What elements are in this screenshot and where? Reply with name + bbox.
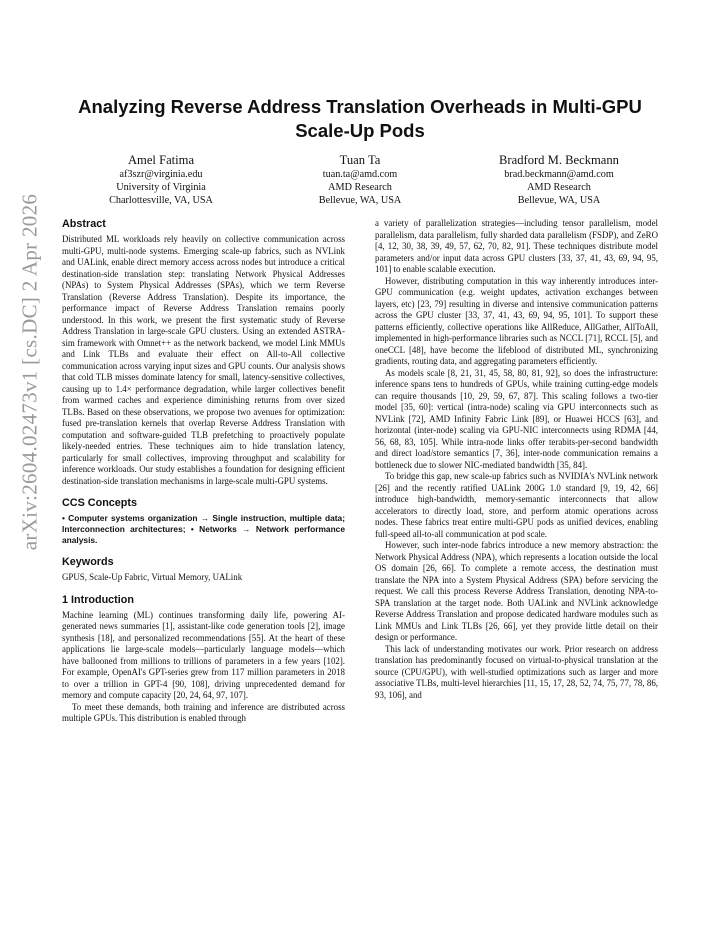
author-3 [460, 152, 658, 207]
right-column [375, 218, 658, 701]
abstract-heading: Abstract [62, 218, 106, 230]
keywords-heading: Keywords [62, 556, 114, 568]
keywords-section [62, 556, 345, 584]
author-email: tuan.ta@amd.com [322, 169, 398, 180]
author-2 [261, 152, 459, 207]
right-paragraph-2: However, distributing computation in this way inherently introduces inter-GPU communication (e.g. weight updates, activation exchanges between layers, etc) [23, 79] resulting in diverse and intensive communication patterns across the GPU cluster [33, 37, 41, 43, 69, 94, 95, 101]. To support these patterns efficiently, collective operations like AllReduce, AllGather, AllToAll, implemented in high-performance libraries such as NCCL [71], RCCL [5], and oneCCL [48], have become the lifeblood of distributed ML, synchronizing gradients, routing data, and aggregating parameters efficiently. [375, 275, 658, 366]
intro-paragraph-1: Machine learning (ML) continues transforming daily life, powering AI-generated news summaries [1], assistant-like code generation tools [2], image synthesis [18], and personalized recommendations [55]. At the heart of these applications lie large-scale models—particularly language models—which have ballooned from millions to trillions of parameters in a few years [102]. For example, OpenAI's GPT-series grew from 117 million parameters in 2018 to over a trillion in GPT-4 [90, 108], driving unprecedented demand for memory and compute capacity [20, 24, 64, 97, 107]. [62, 609, 345, 700]
keywords-text: GPUS, Scale-Up Fabric, Virtual Memory, UALink [62, 572, 243, 582]
author-affiliation: AMD Research [527, 182, 591, 193]
author-affiliation: University of Virginia [116, 182, 206, 193]
author-affiliation: AMD Research [328, 182, 392, 193]
ccs-section [62, 497, 345, 546]
right-paragraph-4: To bridge this gap, new scale-up fabrics such as NVIDIA's NVLink network [26] and the recently ratified UALink 200G 1.0 standard [9, 19, 42, 66] introduce high-bandwidth, memory-semantic interconnects that allow accelerators to directly load, store, and perform atomic operations across nodes. These fabrics treat entire multi-GPU pods as unified devices, enabling full-speed all-to-all communication at pod scale. [375, 471, 658, 539]
abstract-text: Distributed ML workloads rely heavily on collective communication across multi-GPU, multi-node systems. Emerging scale-up fabrics, such as NVLink and UALink, enable direct memory access across nodes but introduce a critical destination-side translation step: translating Network Physical Addresses (NPAs) to System Physical Addresses (SPAs), which we term Reverse Translation (Reverse Address Translation). Despite its importance, the performance impact of Reverse Address Translation remains poorly understood. In this work, we present the first systematic study of Reverse Address Translation in large-scale GPU clusters. Using an extended ASTRA-sim framework with Omnet++ as the network backend, we model Link MMUs and Link TLBs and evaluate their effect on All-to-All collective communication across varying input sizes and GPU counts. Our analysis shows that cold TLB misses dominate latency for small, latency-sensitive collectives, causing up to 1.4× performance degradation, while larger collectives benefit from warmed caches and experience diminishing returns from over sized TLBs. Based on these observations, we propose two avenues for optimization: fused pre-translation kernels that overlap Reverse Address Translation with computation and software-guided TLB prefetching to proactively populate likely-needed entries. These techniques aim to hide translation latency, particularly for small collectives, improving throughput and scalability for inference workloads. Our study establishes a foundation for designing efficient destination-side translation mechanisms in large-scale multi-GPU systems. [62, 234, 345, 486]
author-block [62, 152, 658, 207]
author-location: Bellevue, WA, USA [318, 195, 402, 206]
arxiv-stamp [8, 0, 52, 932]
left-column [62, 218, 345, 725]
paper-title: Analyzing Reverse Address Translation Overheads in Multi-GPU Scale-Up Pods [78, 96, 642, 141]
author-name: Amel Fatima [127, 153, 195, 167]
ccs-heading: CCS Concepts [62, 497, 137, 509]
arxiv-stamp-text: arXiv:2604.02473v1 [cs.DC] 2 Apr 2026 [17, 193, 42, 551]
introduction-section [62, 594, 345, 725]
ccs-text: • Computer systems organization → Single instruction, multiple data; Interconnection architectures; • Networks → Network performance analysis. [62, 513, 345, 545]
right-paragraph-6: This lack of understanding motivates our work. Prior research on address translation has predominantly focused on virtual-to-physical translation at the source (CPU/GPU), with well-studied optimizations such as larger and more associative TLBs, multi-level hierarchies [11, 15, 17, 28, 52, 74, 75, 77, 78, 86, 93, 106], and [375, 643, 658, 700]
author-location: Bellevue, WA, USA [517, 195, 601, 206]
author-location: Charlottesville, VA, USA [109, 195, 213, 206]
author-email: af3szr@virginia.edu [119, 169, 203, 180]
right-paragraph-3: As models scale [8, 21, 31, 45, 58, 80, 81, 92], so does the infrastructure: inference spans tens to hundreds of GPUs, while training cutting-edge models can require thousands [10, 29, 59, 67, 87]. This scaling follows a two-tier model [35, 60]: vertical (intra-node) scaling via GPU interconnects such as NVLink [72], AMD Infinity Fabric Link [89], or Huawei HCCS [63], and horizontal (inter-node) scaling via GPU-NIC interconnects using RDMA [44, 56, 68, 83, 105]. While intra-node links offer terabits-per-second bandwidth and direct load/store semantics [7, 36], inter-node communication remains a bottleneck due to slower NIC-mediated bandwidth [35, 84]. [375, 367, 658, 470]
introduction-heading: 1 Introduction [62, 593, 134, 606]
right-paragraph-1: a variety of parallelization strategies—including tensor parallelism, model parallelism, data parallelism, fully sharded data parallelism (FSDP), and ZeRO [4, 12, 30, 38, 39, 49, 57, 62, 70, 82, 91]. These techniques distribute model parameters and/or input data across GPU clusters [33, 37, 41, 43, 69, 94, 95, 101] to enable scalable execution. [375, 218, 658, 274]
right-paragraph-5: However, such inter-node fabrics introduce a new memory abstraction: the Network Physical Address (NPA), which represents a location outside the local OS domain [26, 66]. To complete a remote access, the destination must translate the NPA into a System Physical Address (SPA) before servicing the request. We call this process Reverse Address Translation, denoting NPA-to-SPA translation at the target node. Both UALink and NVLink acknowledge Reverse Address Translation and propose dedicated hardware modules such as Link MMUs and Link TLBs [26, 66], yet they provide little detail on their design or performance. [375, 540, 658, 642]
author-name: Tuan Ta [339, 153, 381, 167]
author-email: brad.beckmann@amd.com [504, 169, 614, 180]
author-name: Bradford M. Beckmann [499, 153, 619, 167]
author-1 [62, 152, 260, 207]
intro-paragraph-2: To meet these demands, both training and inference are distributed across multiple GPUs. This distribution is enabled through [62, 701, 345, 723]
